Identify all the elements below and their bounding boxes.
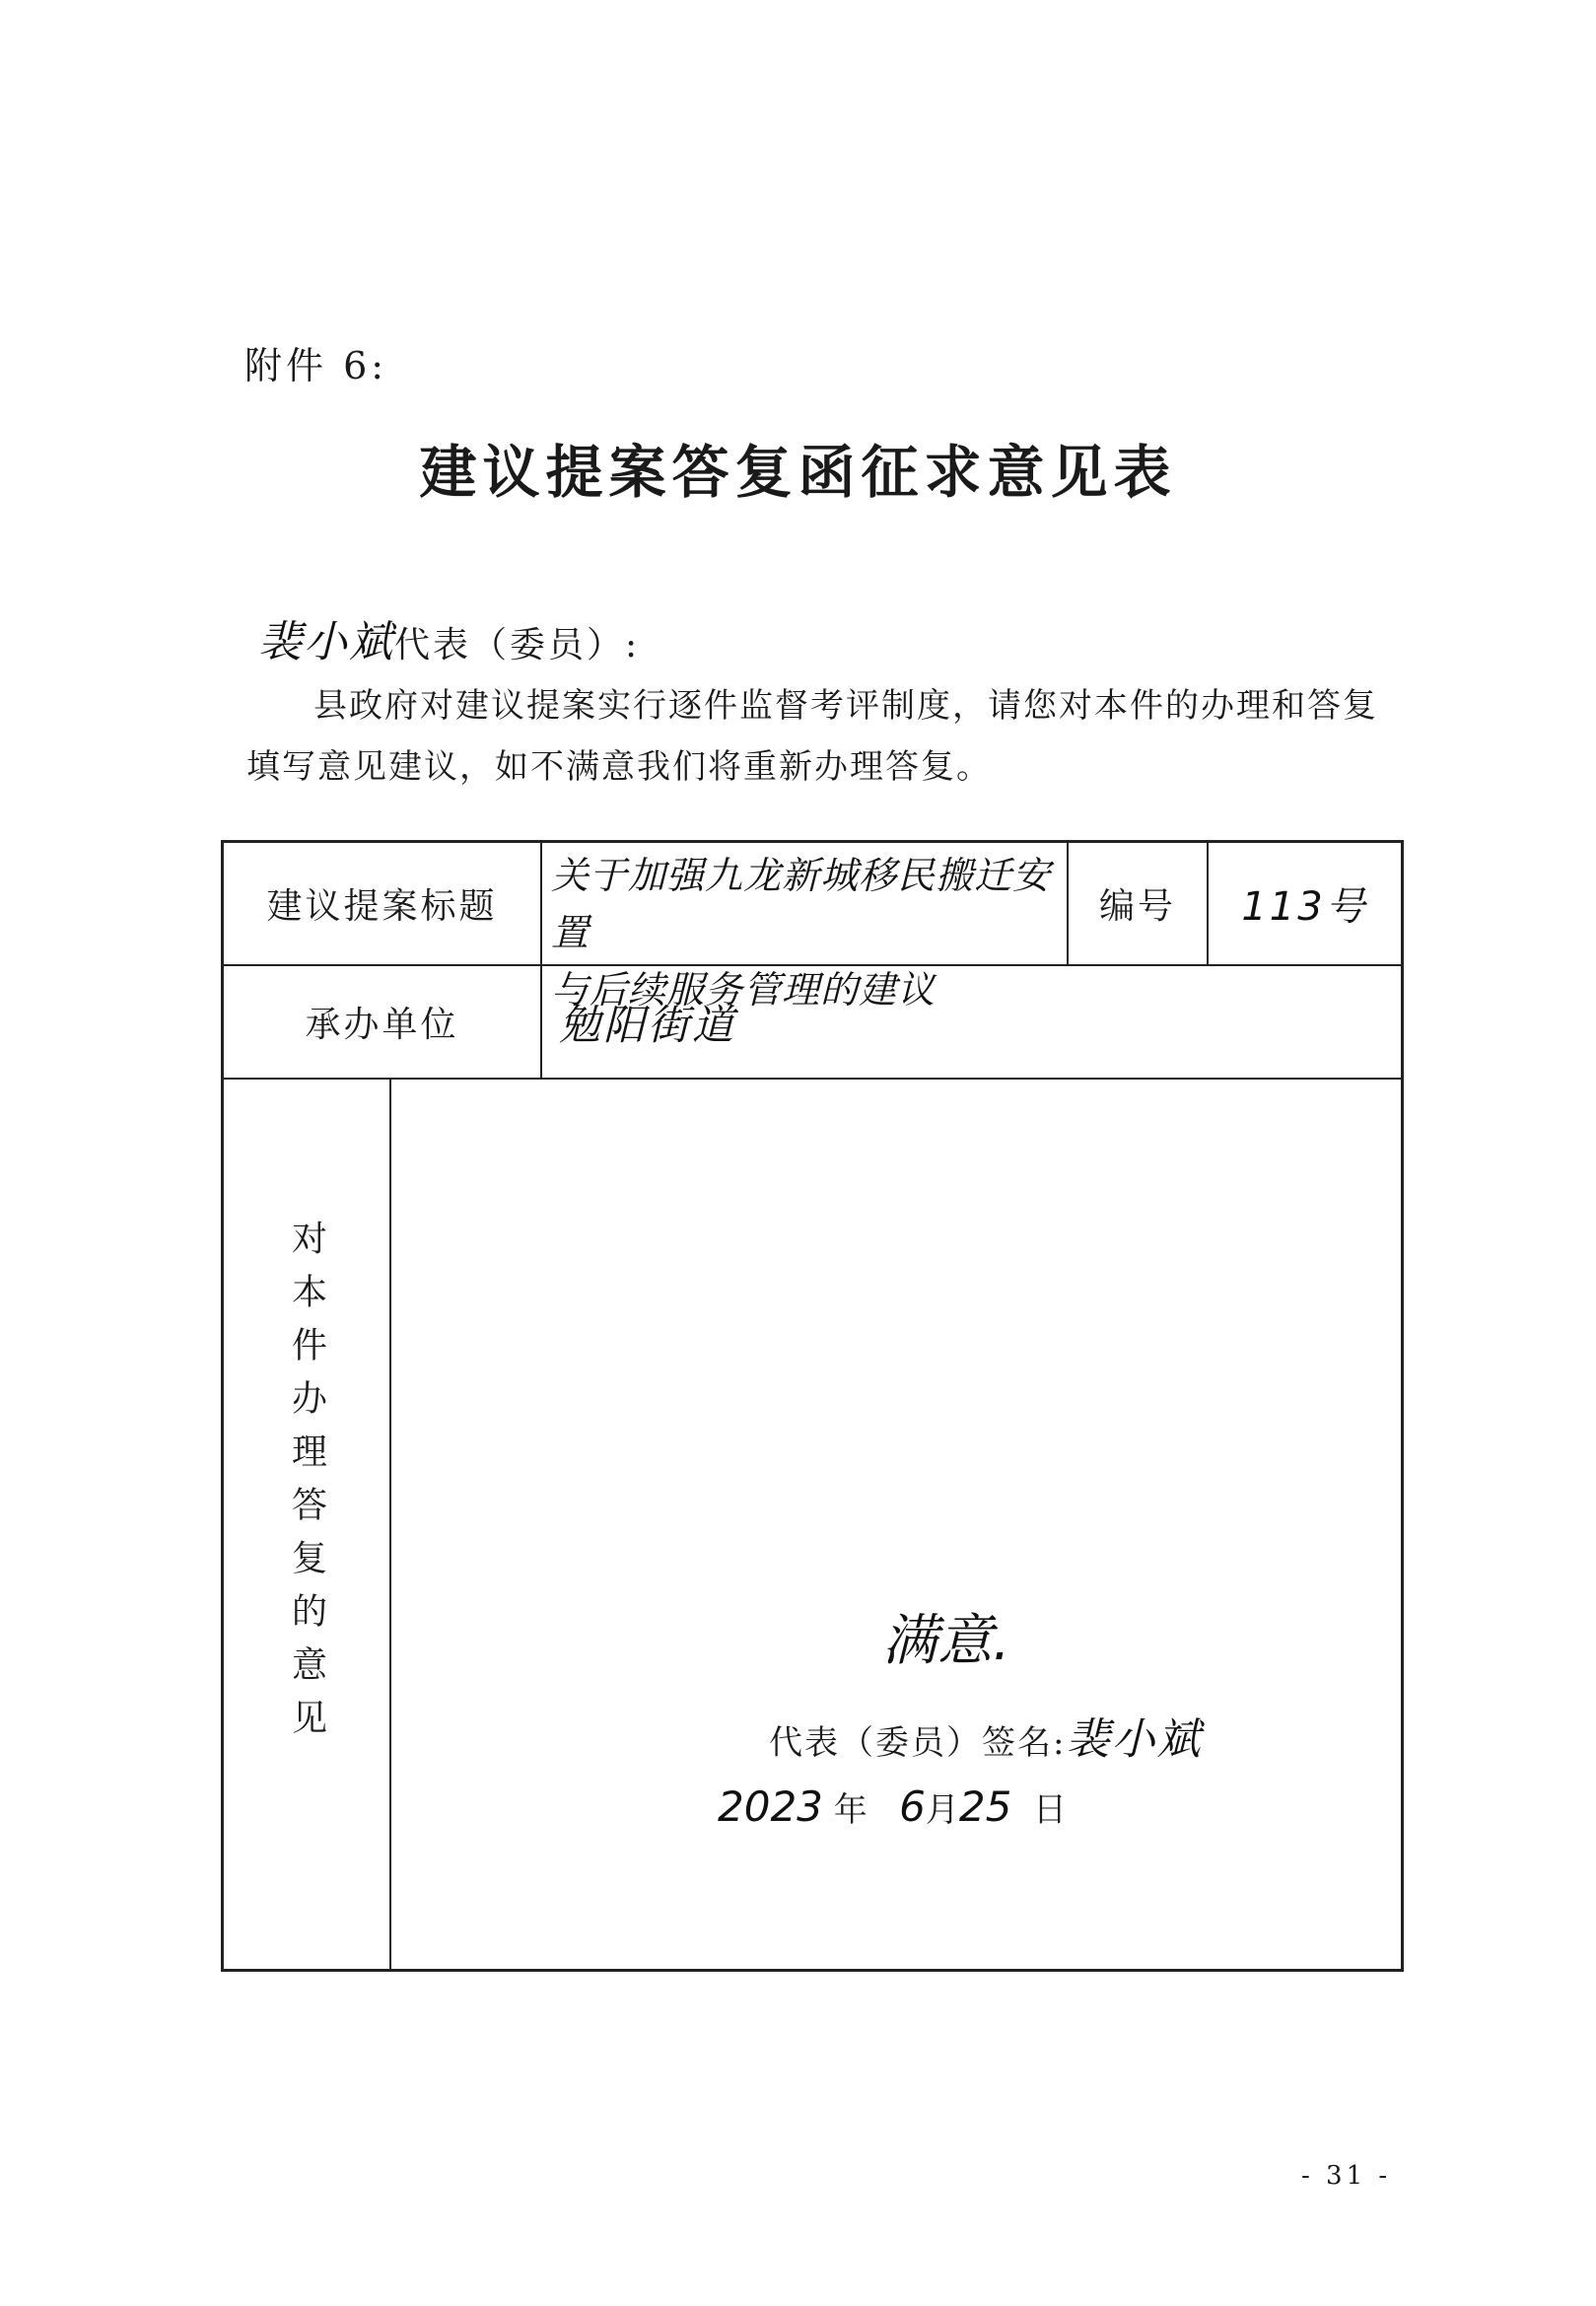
opinion-value-handwritten: 满意. — [882, 1609, 1010, 1673]
attachment-label: 附件 6: — [244, 344, 388, 387]
date-year: 2023 — [718, 1782, 823, 1831]
date-day-unit: 日 — [1032, 1790, 1067, 1830]
number-value: 113号 — [1241, 884, 1368, 930]
date-month: 6 — [899, 1782, 926, 1831]
proposal-title-line1: 关于加强九龙新城移民搬迁安置 — [551, 854, 1052, 954]
page-title: 建议提案答复函征求意见表 — [419, 439, 1177, 506]
opinion-label-cell — [224, 1220, 389, 1752]
signature-handwritten: 裴小斌 — [1066, 1714, 1203, 1765]
date-month-unit: 月 — [925, 1790, 959, 1830]
salutation-suffix: 代表（委员）: — [394, 625, 641, 665]
handling-unit-label: 承办单位 — [305, 1005, 459, 1045]
signature-label: 代表（委员）签名: — [769, 1723, 1067, 1763]
date-year-unit: 年 — [833, 1790, 867, 1830]
date-line — [718, 1782, 1067, 1831]
number-label: 编号 — [1098, 886, 1176, 927]
proposal-title-label: 建议提案标题 — [266, 886, 498, 927]
signature-line — [769, 1704, 1202, 1767]
intro-paragraph: 县政府对建议提案实行逐件监督考评制度，请您对本件的办理和答复填写意见建议，如不满意我们将重新办理答复。 — [246, 686, 1378, 787]
date-day: 25 — [958, 1782, 1012, 1831]
opinion-label: 对本件办理答复的意见 — [286, 1220, 327, 1752]
handling-unit-value: 勉阳街道 — [559, 1000, 737, 1049]
representative-name-handwritten: 裴小斌 — [258, 617, 394, 667]
row-divider — [224, 1078, 1401, 1080]
column-divider — [389, 1078, 391, 1969]
proposal-title-line2: 与后续服务管理的建议 — [551, 968, 937, 1012]
page-number: - 31 - — [1301, 2161, 1392, 2191]
salutation — [258, 606, 640, 669]
column-divider — [540, 843, 542, 1080]
